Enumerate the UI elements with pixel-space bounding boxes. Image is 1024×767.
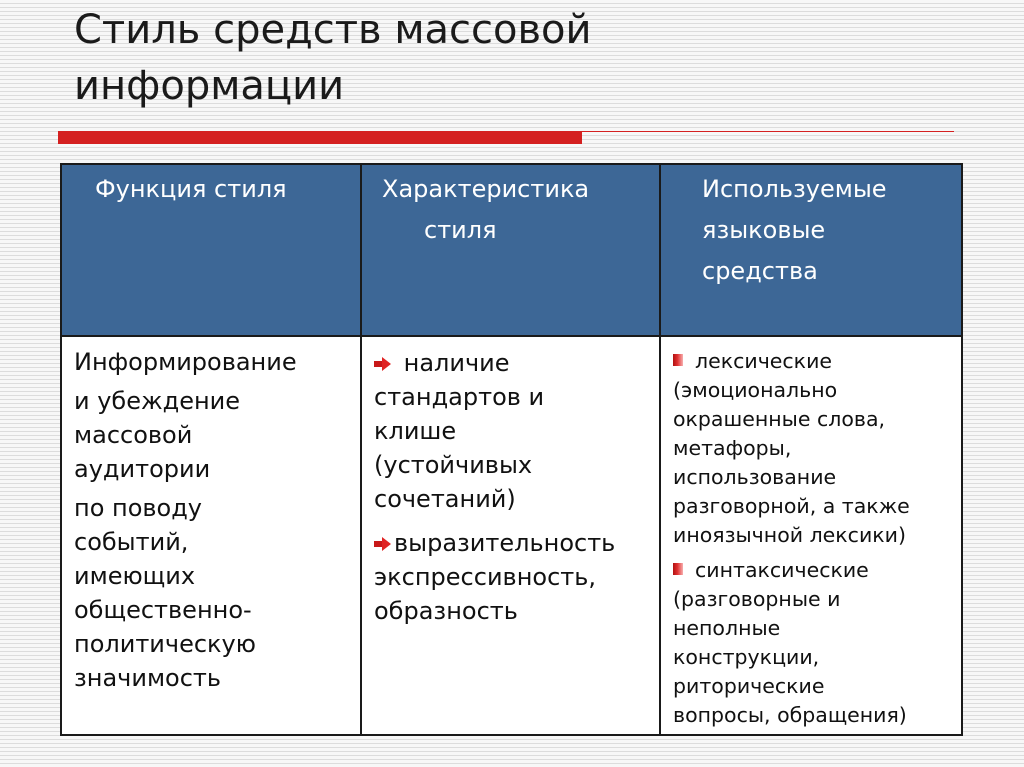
characteristic-line: экспрессивность, (374, 563, 597, 591)
title-underline-thin (582, 131, 954, 132)
characteristic-line: (устойчивых (374, 451, 533, 479)
title-line-2: информации (74, 63, 345, 109)
characteristic-item (374, 346, 659, 516)
function-line: событий, (74, 528, 189, 556)
characteristic-line: наличие (396, 349, 510, 377)
function-line: значимость (74, 664, 222, 692)
slide-title (74, 2, 974, 114)
header-function (62, 165, 362, 337)
header-means-line-3: средства (702, 257, 818, 285)
header-characteristic (362, 165, 661, 337)
header-function-label: Функция стиля (95, 175, 287, 203)
header-characteristic-line-1: Характеристика (382, 175, 590, 203)
function-line: массовой (74, 421, 193, 449)
style-table (60, 163, 963, 736)
red-square-icon (673, 563, 683, 575)
header-means (661, 165, 961, 337)
means-line: иноязычной лексики) (673, 523, 906, 547)
title-line-1: Стиль средств массовой (74, 7, 592, 53)
means-line: неполные (673, 616, 781, 640)
function-line: общественно- (74, 596, 252, 624)
means-line: риторические (673, 674, 825, 698)
header-means-line-1: Используемые (702, 175, 887, 203)
means-line: вопросы, обращения) (673, 703, 907, 727)
function-line: Информирование (74, 348, 297, 376)
means-line: метафоры, (673, 436, 792, 460)
means-line: окрашенные слова, (673, 407, 886, 431)
characteristic-line: сочетаний) (374, 485, 516, 513)
means-line: синтаксические (695, 558, 869, 582)
means-line: (разговорные и (673, 587, 841, 611)
red-square-icon (673, 354, 683, 366)
means-line: разговорной, а также (673, 494, 910, 518)
characteristic-line: выразительность (394, 529, 616, 557)
header-characteristic-line-2: стиля (424, 216, 497, 244)
characteristic-item (374, 526, 659, 628)
red-arrow-icon (374, 537, 392, 551)
function-line: аудитории (74, 455, 211, 483)
characteristic-line: клише (374, 417, 457, 445)
means-item (673, 347, 961, 550)
characteristic-line: образность (374, 597, 518, 625)
title-underline-thick (58, 131, 582, 144)
function-line: имеющих (74, 562, 196, 590)
means-item (673, 556, 961, 730)
characteristic-line: стандартов и (374, 383, 545, 411)
cell-means (661, 337, 961, 734)
function-line: политическую (74, 630, 256, 658)
header-means-line-2: языковые (702, 216, 826, 244)
function-line: и убеждение (74, 387, 241, 415)
means-line: конструкции, (673, 645, 820, 669)
means-line: лексические (695, 349, 833, 373)
means-line: использование (673, 465, 837, 489)
red-arrow-icon (374, 357, 392, 371)
cell-function (62, 337, 362, 734)
cell-characteristic (362, 337, 661, 734)
function-line: по поводу (74, 494, 203, 522)
means-line: (эмоционально (673, 378, 838, 402)
